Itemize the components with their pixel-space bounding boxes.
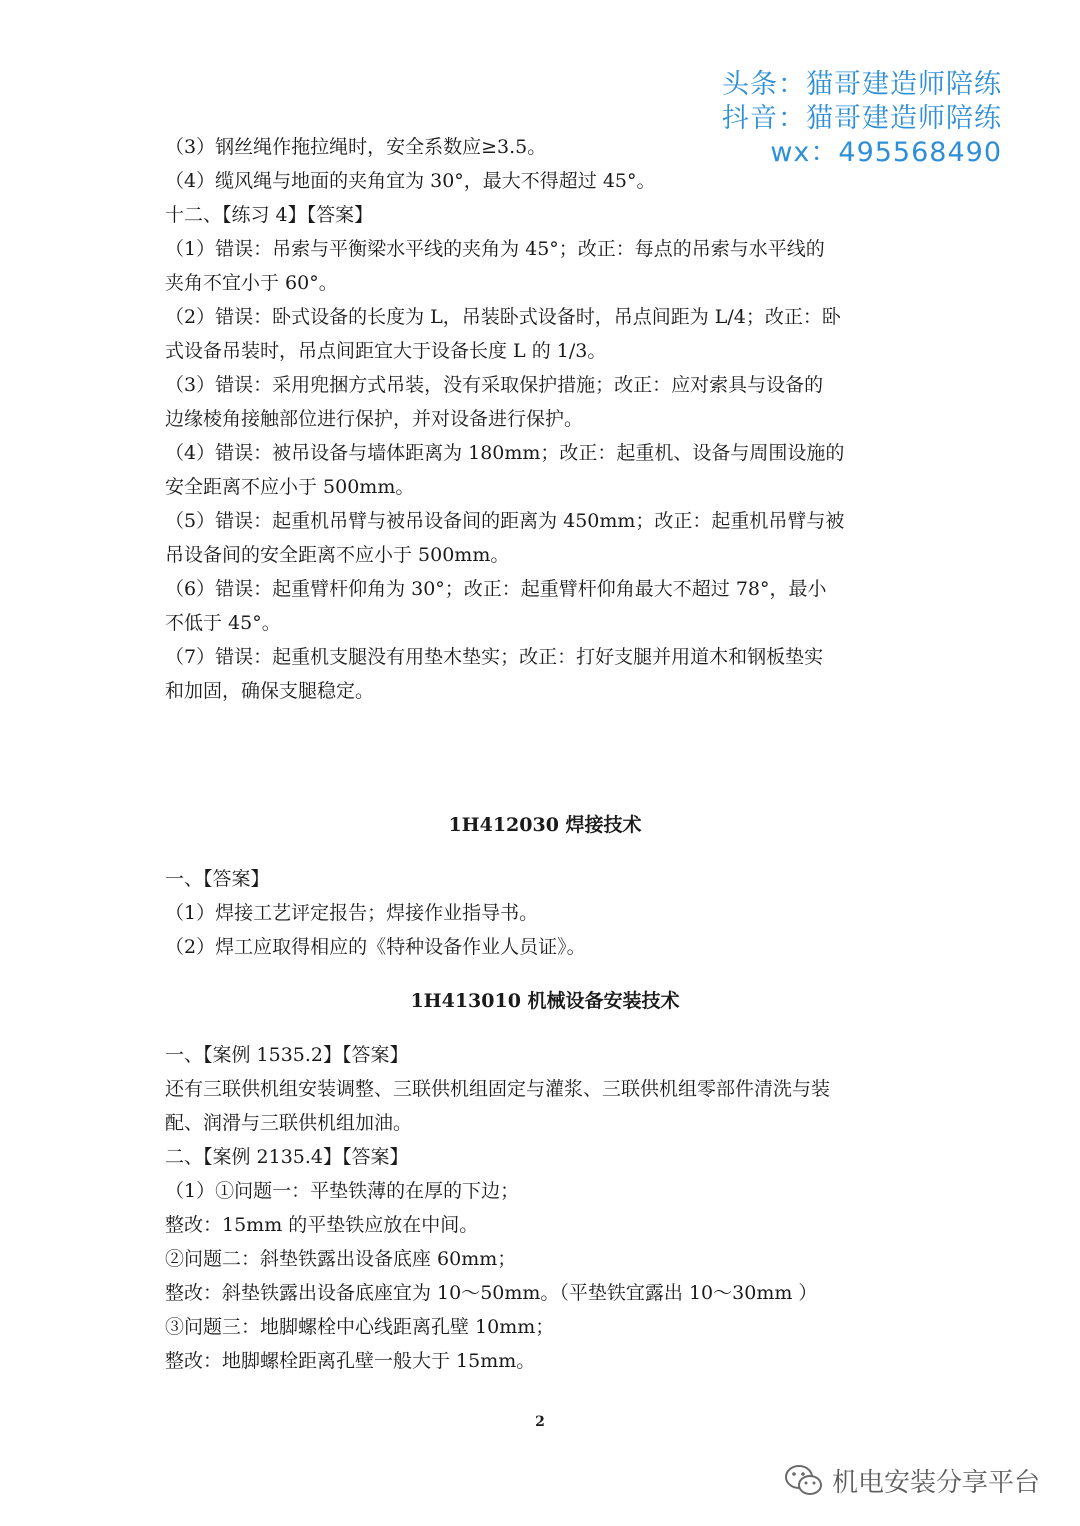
text-line: ③问题三：地脚螺栓中心线距离孔壁 10mm； [165, 1316, 555, 1338]
text-line: 整改：15mm 的平垫铁应放在中间。 [165, 1214, 479, 1236]
document-body [165, 130, 925, 1378]
text-line: 配、润滑与三联供机组加油。 [165, 1112, 413, 1134]
text-line: 和加固，确保支腿稳定。 [165, 680, 375, 702]
text-line: （4）错误：被吊设备与墙体距离为 180mm；改正：起重机、设备与周围设施的 [165, 442, 845, 464]
watermark-douyin: 抖音：猫哥建造师陪练 [722, 103, 1002, 134]
chapter-title-mechanical: 1H413010 机械设备安装技术 [410, 990, 680, 1012]
text-line: （1）焊接工艺评定报告；焊接作业指导书。 [165, 902, 539, 924]
text-line: （3）钢丝绳作拖拉绳时，安全系数应≥3.5。 [165, 136, 547, 158]
section-heading: 一、【案例 1535.2】【答案】 [165, 1044, 409, 1066]
text-line: 整改：地脚螺栓距离孔壁一般大于 15mm。 [165, 1350, 536, 1372]
text-line: （1）①问题一：平垫铁薄的在厚的下边； [165, 1180, 520, 1202]
text-line: （1）错误：吊索与平衡梁水平线的夹角为 45°；改正：每点的吊索与水平线的 [165, 238, 825, 260]
footer-source [784, 1462, 1040, 1499]
text-line: （7）错误：起重机支腿没有用垫木垫实；改正：打好支腿并用道木和钢板垫实 [165, 646, 824, 668]
text-line: 吊设备间的安全距离不应小于 500mm。 [165, 544, 510, 566]
text-line: （3）错误：采用兜捆方式吊装，没有采取保护措施；改正：应对索具与设备的 [165, 374, 824, 396]
wechat-icon [784, 1464, 824, 1498]
section-heading: 一、【答案】 [165, 868, 270, 890]
text-line: 边缘棱角接触部位进行保护，并对设备进行保护。 [165, 408, 584, 430]
text-line: （2）焊工应取得相应的《特种设备作业人员证》。 [165, 936, 586, 958]
section-heading: 二、【案例 2135.4】【答案】 [165, 1146, 409, 1168]
text-line: （2）错误：卧式设备的长度为 L，吊装卧式设备时，吊点间距为 L/4；改正：卧 [165, 306, 841, 328]
text-line: （5）错误：起重机吊臂与被吊设备间的距离为 450mm；改正：起重机吊臂与被 [165, 510, 845, 532]
watermark-wx: wx：495568490 [770, 137, 1002, 168]
text-line: 夹角不宜小于 60°。 [165, 272, 338, 294]
text-line: 不低于 45°。 [165, 612, 281, 634]
footer-source-name: 机电安装分享平台 [831, 1468, 1040, 1498]
section-heading: 十二、【练习 4】【答案】 [165, 204, 374, 226]
text-line: ②问题二：斜垫铁露出设备底座 60mm； [165, 1248, 517, 1270]
text-line: （6）错误：起重臂杆仰角为 30°；改正：起重臂杆仰角最大不超过 78°，最小 [165, 578, 827, 600]
text-line: 式设备吊装时，吊点间距宜大于设备长度 L 的 1/3。 [165, 340, 607, 362]
text-line: 整改：斜垫铁露出设备底座宜为 10～50mm。（平垫铁宜露出 10～30mm ） [165, 1282, 818, 1304]
chapter-title-welding: 1H412030 焊接技术 [448, 814, 642, 836]
text-line: 安全距离不应小于 500mm。 [165, 476, 415, 498]
page-number: 2 [535, 1414, 545, 1430]
watermark-toutiao: 头条：猫哥建造师陪练 [722, 69, 1002, 100]
text-line: （4）缆风绳与地面的夹角宜为 30°，最大不得超过 45°。 [165, 170, 656, 192]
text-line: 还有三联供机组安装调整、三联供机组固定与灌浆、三联供机组零部件清洗与装 [165, 1078, 831, 1100]
